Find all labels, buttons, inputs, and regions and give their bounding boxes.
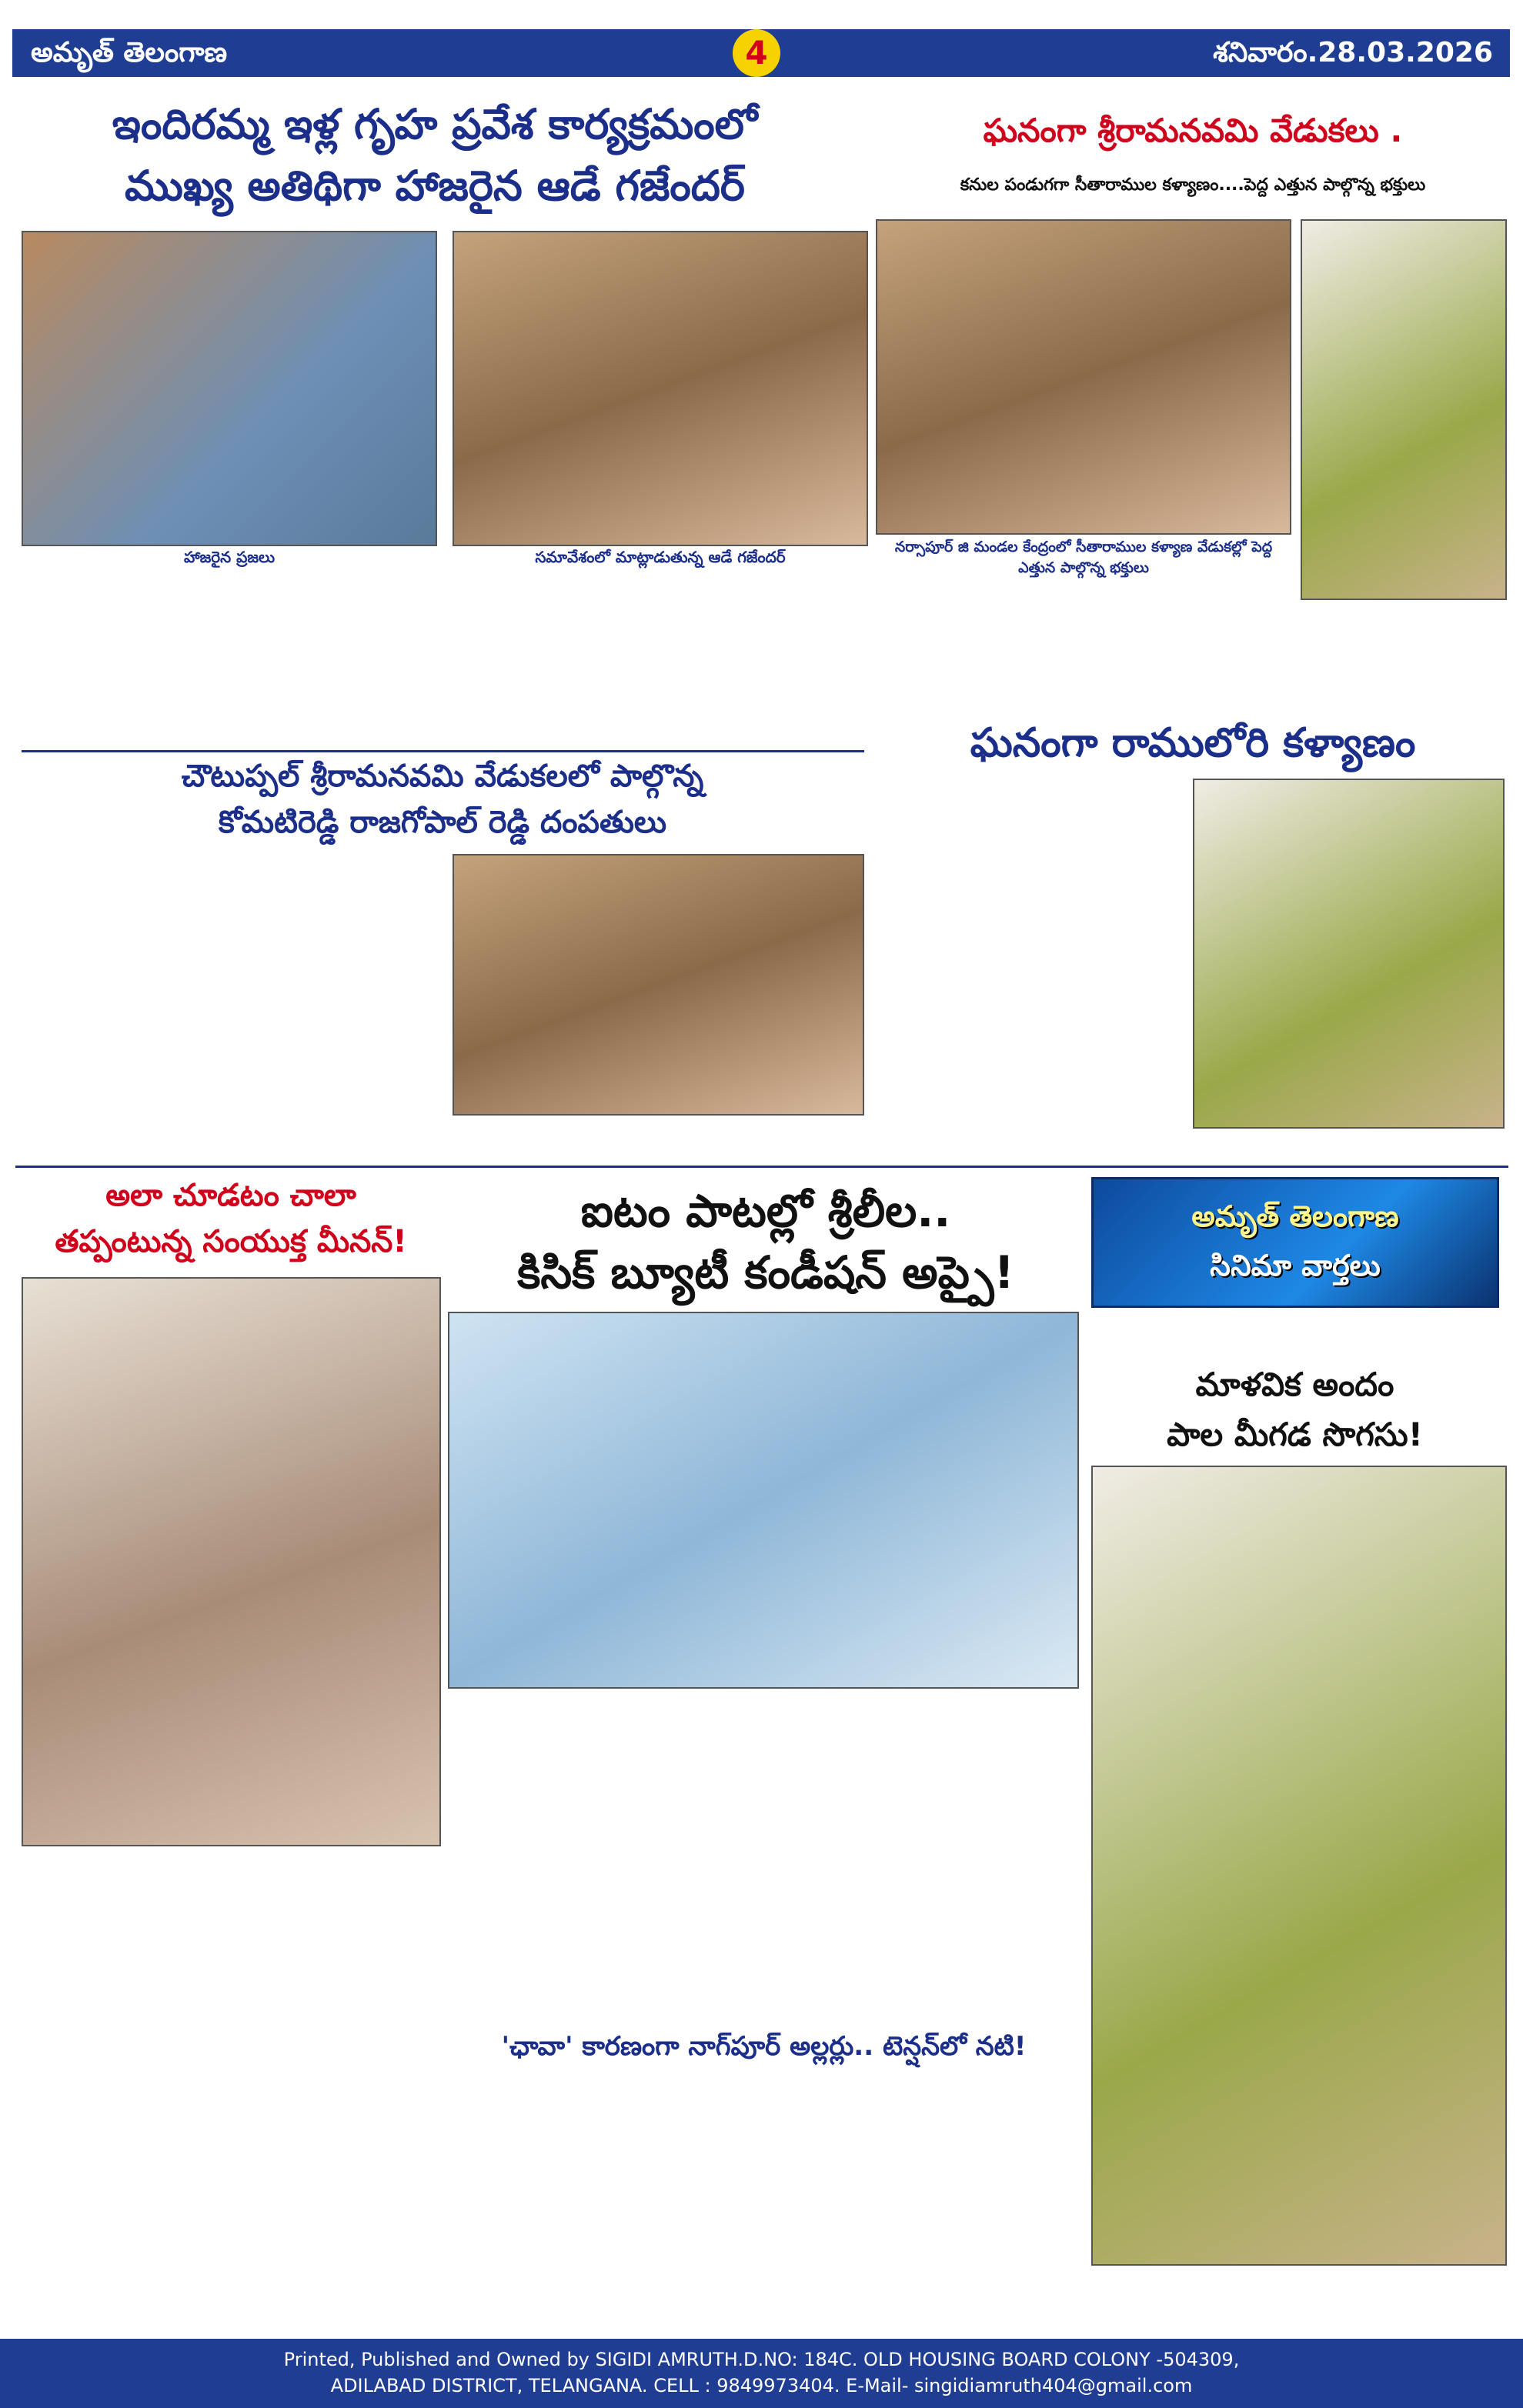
story2-subheadline: కనుల పండుగగా సీతారాముల కళ్యాణం....పెద్ద ఎత్తున పాల్గొన్న భక్తులు (960, 175, 1426, 195)
cinema-news-banner (1091, 1177, 1499, 1308)
story2-headline: ఘనంగా శ్రీరామనవమి వేడుకలు . (983, 112, 1403, 149)
story1-photo1-caption: హాజరైన ప్రజలు (183, 548, 276, 566)
divider (15, 1166, 1508, 1168)
samyuktha-body (22, 1854, 441, 2331)
chhaava-body (448, 2077, 1079, 2331)
sreeleela-photo (448, 1312, 1079, 1689)
story2-photo1-caption: నర్సాపూర్ జి మండల కేంద్రంలో సీతారాముల కళ్యాణ వేడుకల్లో పెద్ద ఎత్తున పాల్గొన్న భక్తులు (894, 539, 1273, 576)
story4-headline: ఘనంగా రాములోరి కళ్యాణం (970, 720, 1416, 766)
story2-photo-kalyanam (1301, 219, 1507, 600)
malavika-photo (1091, 1466, 1507, 2266)
chhaava-subheadline: 'ఛావా' కారణంగా నాగ్‌పూర్ అల్లర్లు.. టెన్షన్‌లో నటి! (501, 2031, 1027, 2062)
malavika-headline-line1: మాళవిక అందం (1195, 1366, 1394, 1403)
sreeleela-headline-line1: ఐటం పాటల్లో శ్రీలీల.. (580, 1185, 951, 1237)
story1-headline-line2: ముఖ్య అతిథిగా హాజరైన ఆడే గజేందర్ (125, 162, 745, 210)
story1-headline-line1: ఇందిరమ్మ ఇళ్ల గృహ ప్రవేశ కార్యక్రమంలో (112, 100, 758, 148)
footer-line1: Printed, Published and Owned by SIGIDI AMRUTH.D.NO: 184C. OLD HOUSING BOARD COLONY -504309, (283, 2349, 1240, 2370)
footer-imprint (0, 2339, 1523, 2408)
story3-headline-line2: కోమటిరెడ్డి రాజగోపాల్ రెడ్డి దంపతులు (218, 805, 667, 840)
sreeleela-body (448, 1693, 1079, 2023)
story3-photo-couple (453, 854, 864, 1116)
paper-name: అమృత్ తెలంగాణ (31, 37, 228, 68)
cinema-banner-line1: అమృత్ తెలంగాణ (1191, 1199, 1399, 1233)
story2-body (876, 585, 1291, 731)
story3-headline-line1: చౌటుప్పల్ శ్రీరామనవమి వేడుకలలో పాల్గొన్న (181, 759, 704, 794)
story1-body (22, 573, 868, 758)
samyuktha-headline-line1: అలా చూడటం చాలా (105, 1178, 356, 1213)
malavika-body (1091, 2270, 1507, 2331)
malavika-headline-line2: పాల మీగడ సొగసు! (1167, 1416, 1423, 1453)
page-number-badge: 4 (733, 29, 780, 77)
divider (22, 750, 864, 752)
footer-line2: ADILABAD DISTRICT, TELANGANA. CELL : 9849973404. E-Mail- singidiamruth404@gmail.com (330, 2375, 1193, 2396)
story3-body (22, 854, 441, 1223)
story2-photo-devotees (876, 219, 1291, 535)
issue-date: శనివారం.28.03.2026 (1213, 37, 1493, 68)
story4-photo-idols (1193, 779, 1505, 1129)
samyuktha-headline-line2: తప్పంటున్న సంయుక్త మీనన్! (55, 1224, 407, 1259)
story4-body (877, 779, 1185, 1217)
cinema-banner-line2: సినిమా వార్తలు (1210, 1249, 1381, 1282)
samyuktha-photo (22, 1277, 441, 1846)
story1-photo-speaker (453, 231, 868, 546)
sreeleela-headline-line2: కిసిక్ బ్యూటీ కండీషన్ అప్పై! (517, 1246, 1014, 1299)
story1-photo-audience (22, 231, 437, 546)
story1-photo2-caption: సమావేశంలో మాట్లాడుతున్న ఆడే గజేందర్ (535, 548, 786, 566)
